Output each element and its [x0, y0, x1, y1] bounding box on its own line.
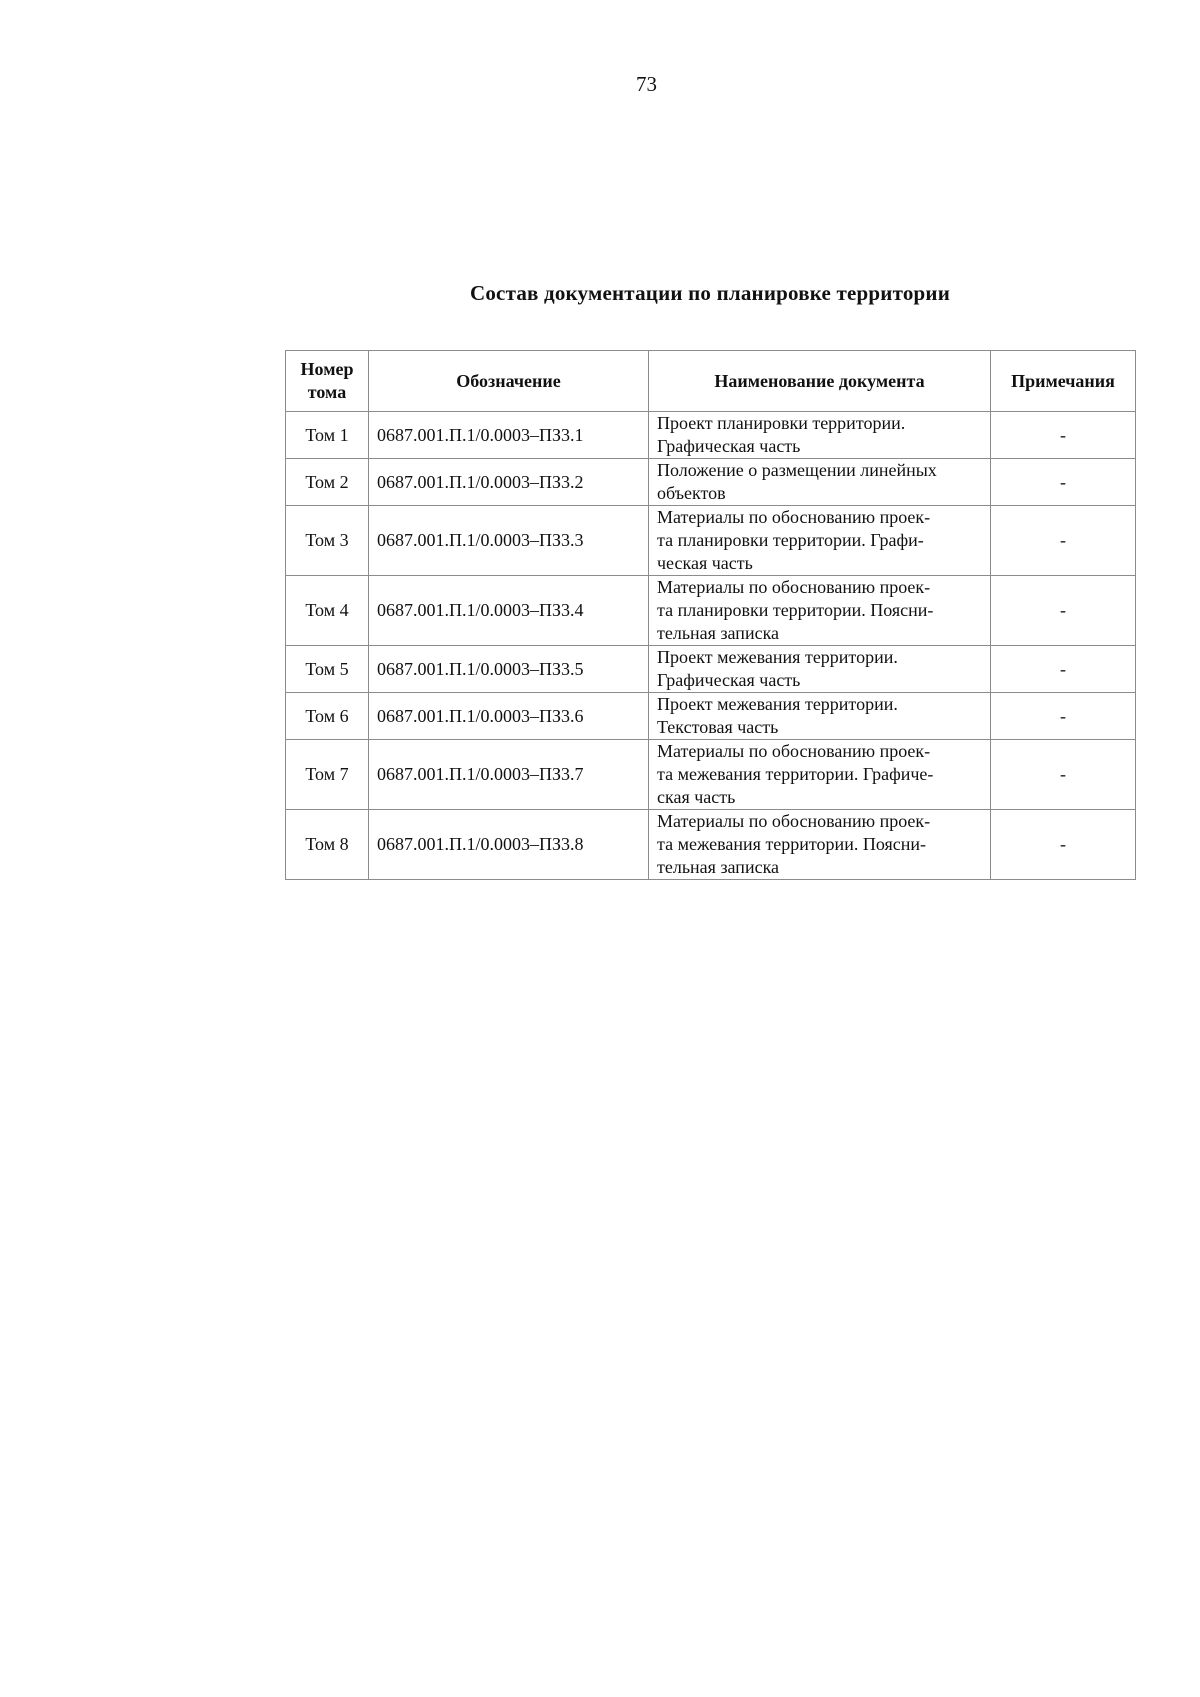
cell-volume: Том 6 [286, 693, 369, 740]
document-name-line: Материалы по обоснованию проек- [657, 811, 931, 831]
cell-volume: Том 8 [286, 810, 369, 880]
table-row [286, 740, 1136, 810]
document-name-line: объектов [657, 483, 726, 503]
document-name-line: Проект межевания территории. [657, 647, 898, 667]
cell-volume: Том 7 [286, 740, 369, 810]
cell-document-name [649, 693, 991, 740]
cell-document-name [649, 810, 991, 880]
cell-note: - [991, 740, 1136, 810]
cell-document-name [649, 459, 991, 506]
header-name: Наименование документа [649, 351, 991, 412]
table-row [286, 646, 1136, 693]
cell-note: - [991, 646, 1136, 693]
cell-volume: Том 3 [286, 506, 369, 576]
cell-volume: Том 5 [286, 646, 369, 693]
table-row [286, 576, 1136, 646]
table-row [286, 693, 1136, 740]
cell-code: 0687.001.П.1/0.0003–ПЗ3.1 [369, 412, 649, 459]
cell-document-name [649, 412, 991, 459]
cell-code: 0687.001.П.1/0.0003–ПЗ3.7 [369, 740, 649, 810]
header-volume: Номер тома [286, 351, 369, 412]
table-row [286, 506, 1136, 576]
cell-code: 0687.001.П.1/0.0003–ПЗ3.6 [369, 693, 649, 740]
document-name-line: Положение о размещении линейных [657, 460, 937, 480]
document-name-line: тельная записка [657, 623, 780, 643]
document-name-line: та планировки территории. Графи- [657, 530, 924, 550]
cell-volume: Том 4 [286, 576, 369, 646]
document-title: Состав документации по планировке территории [469, 281, 951, 305]
document-name-line: Проект межевания территории. [657, 694, 898, 714]
cell-note: - [991, 506, 1136, 576]
header-code: Обозначение [369, 351, 649, 412]
cell-document-name [649, 646, 991, 693]
header-note: Примечания [991, 351, 1136, 412]
cell-note: - [991, 693, 1136, 740]
cell-note: - [991, 459, 1136, 506]
document-name-line: ская часть [657, 787, 736, 807]
document-name-line: Текстовая часть [657, 717, 779, 737]
document-name-line: Графическая часть [657, 670, 801, 690]
document-name-line: Материалы по обоснованию проек- [657, 577, 931, 597]
table-row [286, 459, 1136, 506]
document-name-line: та межевания территории. Графиче- [657, 764, 934, 784]
documentation-table [285, 350, 1136, 880]
table-row [286, 412, 1136, 459]
cell-code: 0687.001.П.1/0.0003–ПЗ3.2 [369, 459, 649, 506]
document-name-line: та планировки территории. Поясни- [657, 600, 934, 620]
document-name-line: та межевания территории. Поясни- [657, 834, 927, 854]
cell-document-name [649, 740, 991, 810]
document-name-line: Материалы по обоснованию проек- [657, 507, 931, 527]
cell-volume: Том 2 [286, 459, 369, 506]
cell-note: - [991, 412, 1136, 459]
document-name-line: ческая часть [657, 553, 753, 573]
document-name-line: Проект планировки территории. [657, 413, 906, 433]
cell-document-name [649, 506, 991, 576]
document-name-line: Графическая часть [657, 436, 801, 456]
cell-code: 0687.001.П.1/0.0003–ПЗ3.3 [369, 506, 649, 576]
table-row [286, 810, 1136, 880]
table-body [286, 412, 1136, 880]
table-header-row [286, 351, 1136, 412]
cell-note: - [991, 576, 1136, 646]
cell-code: 0687.001.П.1/0.0003–ПЗ3.8 [369, 810, 649, 880]
cell-code: 0687.001.П.1/0.0003–ПЗ3.4 [369, 576, 649, 646]
cell-note: - [991, 810, 1136, 880]
cell-code: 0687.001.П.1/0.0003–ПЗ3.5 [369, 646, 649, 693]
page-number: 73 [636, 72, 657, 96]
cell-document-name [649, 576, 991, 646]
cell-volume: Том 1 [286, 412, 369, 459]
document-name-line: тельная записка [657, 857, 780, 877]
document-name-line: Материалы по обоснованию проек- [657, 741, 931, 761]
